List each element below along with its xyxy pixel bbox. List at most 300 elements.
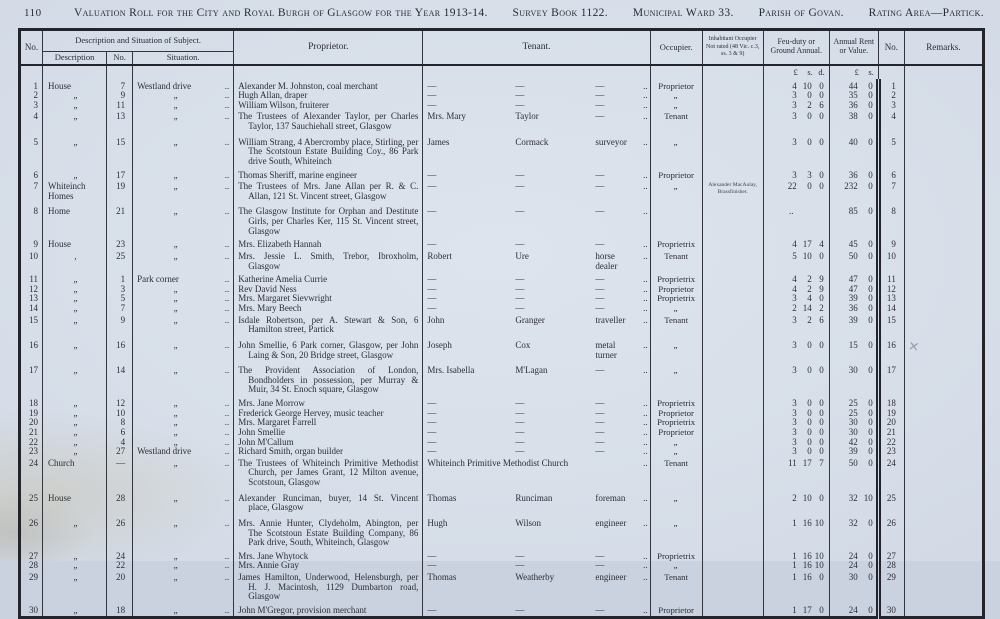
- description-cell: „: [43, 339, 107, 364]
- feu-shillings: 10: [802, 80, 812, 91]
- occupier-cell: „: [650, 339, 702, 364]
- table-row: [20, 110, 984, 135]
- row-number: 22: [20, 438, 43, 448]
- rent-pounds: 39: [848, 447, 858, 457]
- feu-duty-cell: [763, 101, 829, 111]
- situation-cell: [133, 399, 234, 409]
- remarks-cell: [904, 101, 983, 111]
- feu-shillings: 0: [807, 339, 812, 350]
- tenant-name: Whiteinch Primitive Methodist Church: [427, 457, 569, 468]
- annual-rent-cell: [829, 606, 878, 617]
- inhabitant-occupier-cell: [702, 314, 763, 339]
- tenant-forename: —: [427, 551, 437, 561]
- leader-dots: ..: [643, 284, 648, 294]
- table-row: [20, 399, 984, 409]
- tenant-occupation: —: [595, 284, 605, 294]
- leader-dots: ..: [643, 304, 648, 314]
- street-number-cell: 18: [107, 606, 133, 617]
- rent-shillings: 0: [868, 250, 873, 261]
- feu-duty-cell: [763, 136, 829, 171]
- leader-dots: ..: [224, 206, 230, 217]
- feu-duty-cell: [763, 517, 829, 552]
- feu-pounds: 3: [792, 399, 797, 409]
- situation-cell: [133, 438, 234, 448]
- rent-pounds: 44: [848, 80, 858, 91]
- situation-cell: [133, 457, 234, 492]
- situation-value: „: [173, 250, 179, 261]
- annual-rent-cell: [829, 180, 878, 205]
- row-number-right: 23: [878, 447, 904, 457]
- tenant-forename: —: [427, 418, 437, 428]
- tenant-cell: [423, 285, 650, 295]
- row-number: 8: [20, 205, 43, 240]
- feu-duty-cell: [763, 418, 829, 428]
- remarks-cell: [904, 447, 983, 457]
- leader-dots: ..: [643, 447, 648, 457]
- remarks-cell: [904, 571, 983, 606]
- feu-pounds: 1: [792, 605, 797, 615]
- rent-shillings: 0: [868, 170, 873, 180]
- rent-shillings: 0: [868, 408, 873, 418]
- tenant-forename: —: [427, 427, 437, 437]
- feu-shillings: 10: [802, 492, 812, 503]
- header-no-left: No.: [20, 30, 43, 65]
- leader-dots: ..: [643, 136, 648, 147]
- proprietor-cell: Mrs. Mary Beech: [234, 304, 423, 314]
- table-header: [20, 30, 984, 79]
- street-number-cell: 6: [107, 428, 133, 438]
- proprietor-cell: Mrs. Jessie L. Smith, Trebor, Ibroxholm, Glasgow: [234, 250, 423, 275]
- situation-value: „: [173, 181, 179, 192]
- situation-cell: [133, 180, 234, 205]
- remarks-cell: [904, 79, 983, 92]
- feu-duty-cell: [763, 314, 829, 339]
- leader-dots: ..: [643, 437, 648, 447]
- tenant-forename: —: [427, 399, 437, 409]
- rent-pounds: 24: [848, 551, 858, 561]
- street-number-cell: 5: [107, 294, 133, 304]
- proprietor-cell: John Smellie, 6 Park corner, Glasgow, per John Laing & Son, 20 Bridge street, Glasgow: [234, 339, 423, 364]
- remarks-cell: [904, 205, 983, 240]
- feu-duty-cell: [763, 294, 829, 304]
- feu-pounds: 4: [792, 80, 797, 91]
- leader-dots: ..: [224, 111, 230, 122]
- feu-pounds: 22: [787, 181, 797, 192]
- feu-duty-cell: [763, 250, 829, 275]
- table-row: [20, 457, 984, 492]
- situation-cell: [133, 561, 234, 571]
- leader-dots: ..: [224, 80, 230, 91]
- feu-shillings: 0: [807, 91, 812, 101]
- money-head-rent: £ s.: [829, 65, 878, 79]
- tenant-cell: [423, 101, 650, 111]
- rent-pounds: 40: [848, 136, 858, 147]
- header-annual-rent: Annual Rent or Value.: [829, 30, 878, 65]
- tenant-surname: Runciman: [515, 492, 553, 503]
- tenant-forename: —: [427, 304, 437, 314]
- description-cell: „: [43, 409, 107, 419]
- tenant-forename: Joseph: [427, 339, 452, 350]
- header-no-right: No.: [878, 30, 904, 65]
- remarks-cell: [904, 171, 983, 181]
- row-number-right: 25: [878, 492, 904, 517]
- situation-value: „: [173, 100, 179, 110]
- row-number-right: 13: [878, 294, 904, 304]
- row-number: 3: [20, 101, 43, 111]
- tenant-cell: [423, 275, 650, 285]
- row-number: 7: [20, 180, 43, 205]
- feu-duty-cell: [763, 571, 829, 606]
- leader-dots: ..: [224, 492, 230, 503]
- street-number-cell: 21: [107, 205, 133, 240]
- feu-pence: 0: [819, 181, 824, 192]
- table-row: [20, 418, 984, 428]
- remarks-cell: [904, 250, 983, 275]
- annual-rent-cell: [829, 447, 878, 457]
- tenant-occupation: —: [595, 447, 605, 457]
- annual-rent-cell: [829, 205, 878, 240]
- feu-pence: 0: [819, 437, 824, 447]
- feu-pounds: 3: [792, 100, 797, 110]
- situation-cell: [133, 428, 234, 438]
- occupier-cell: „: [650, 561, 702, 571]
- feu-duty-cell: [763, 339, 829, 364]
- inhabitant-occupier-cell: [702, 171, 763, 181]
- row-number: 26: [20, 517, 43, 552]
- street-number-cell: 27: [107, 447, 133, 457]
- feu-shillings: 0: [807, 427, 812, 437]
- tenant-cell: [423, 339, 650, 364]
- feu-shillings: 14: [802, 304, 812, 314]
- table-row: [20, 314, 984, 339]
- feu-duty-cell: [763, 492, 829, 517]
- table-row: [20, 240, 984, 250]
- remarks-cell: [904, 409, 983, 419]
- row-number-right: 20: [878, 418, 904, 428]
- occupier-cell: „: [650, 492, 702, 517]
- rent-pounds: 50: [848, 250, 858, 261]
- table-row: [20, 171, 984, 181]
- proprietor-cell: Thomas Sheriff, marine engineer: [234, 171, 423, 181]
- header-feu-duty: Feu-duty or Ground Annual.: [763, 30, 829, 65]
- street-number-cell: 12: [107, 399, 133, 409]
- rent-pounds: 25: [848, 399, 858, 409]
- occupier-cell: Proprietrix: [650, 275, 702, 285]
- leader-dots: ..: [643, 100, 648, 110]
- table-row: [20, 136, 984, 171]
- header-tenant: Tenant.: [423, 30, 650, 65]
- feu-pounds: 4: [792, 240, 797, 250]
- feu-duty-cell: [763, 552, 829, 562]
- annual-rent-cell: [829, 571, 878, 606]
- description-cell: „: [43, 447, 107, 457]
- situation-value: „: [173, 457, 179, 468]
- tenant-occupation: foreman: [595, 492, 626, 503]
- proprietor-cell: Mrs. Annie Hunter, Clydeholm, Abington, per The Scotstoun Estate Building Company, 86 Park drive, South, Whiteinch, Glasgow: [234, 517, 423, 552]
- leader-dots: ..: [643, 181, 648, 192]
- tenant-cell: [423, 428, 650, 438]
- situation-value: „: [173, 91, 179, 101]
- table-row: [20, 180, 984, 205]
- annual-rent-cell: [829, 101, 878, 111]
- rent-pounds: 47: [848, 275, 858, 285]
- occupier-cell: „: [650, 180, 702, 205]
- tenant-cell: [423, 447, 650, 457]
- tenant-occupation: —: [595, 427, 605, 437]
- inhabitant-occupier-cell: [702, 399, 763, 409]
- tenant-surname: —: [515, 294, 525, 304]
- proprietor-cell: William Strang, 4 Abercromby place, Stirling, per The Scotstoun Estate Building Coy., 86 Park drive South, Whiteinch: [234, 136, 423, 171]
- occupier-cell: Proprietrix: [650, 240, 702, 250]
- remarks-cell: [904, 285, 983, 295]
- table-row: [20, 304, 984, 314]
- row-number-right: 1: [878, 79, 904, 92]
- feu-shillings: 0: [807, 365, 812, 376]
- tenant-cell: [423, 517, 650, 552]
- inhabitant-occupier-cell: [702, 447, 763, 457]
- leader-dots: ..: [643, 339, 648, 350]
- description-cell: Whiteinch Homes: [43, 180, 107, 205]
- feu-duty-cell: [763, 79, 829, 92]
- leader-dots: ..: [643, 294, 648, 304]
- tenant-surname: —: [515, 418, 525, 428]
- row-number: 18: [20, 399, 43, 409]
- table-row: [20, 552, 984, 562]
- tenant-forename: —: [427, 91, 437, 101]
- annual-rent-cell: [829, 438, 878, 448]
- tenant-cell: [423, 91, 650, 101]
- roll-table-body: [20, 79, 984, 618]
- feu-shillings: 17: [802, 240, 812, 250]
- leader-dots: ..: [643, 275, 648, 285]
- inhabitant-occupier-cell: [702, 339, 763, 364]
- annual-rent-cell: [829, 552, 878, 562]
- leader-dots: ..: [224, 427, 230, 437]
- feu-shillings: 16: [802, 561, 812, 571]
- remarks-cell: [904, 275, 983, 285]
- row-number-right: 10: [878, 250, 904, 275]
- feu-duty-cell: [763, 409, 829, 419]
- header-occupier: Occupier.: [650, 30, 702, 65]
- leader-dots: ..: [224, 447, 230, 457]
- tenant-forename: —: [427, 284, 437, 294]
- remarks-cell: [904, 552, 983, 562]
- street-number-cell: —: [107, 457, 133, 492]
- row-number: 4: [20, 110, 43, 135]
- occupier-cell: Proprietrix: [650, 552, 702, 562]
- proprietor-cell: Katherine Amelia Currie: [234, 275, 423, 285]
- situation-cell: [133, 409, 234, 419]
- tenant-surname: —: [515, 284, 525, 294]
- street-number-cell: 1: [107, 275, 133, 285]
- occupier-cell: „: [650, 517, 702, 552]
- feu-pounds: 2: [792, 304, 797, 314]
- description-cell: „: [43, 304, 107, 314]
- leader-dots: ..: [224, 517, 230, 528]
- tenant-surname: —: [515, 605, 525, 615]
- rent-pounds: 47: [848, 284, 858, 294]
- row-number-right: 27: [878, 552, 904, 562]
- tenant-forename: Thomas: [427, 492, 457, 503]
- proprietor-cell: The Provident Association of London, Bondholders in possession, per Murray & Muir, 34 St. Enoch square, Glasgow: [234, 364, 423, 399]
- rent-shillings: 0: [868, 294, 873, 304]
- row-number-right: 26: [878, 517, 904, 552]
- rent-shillings: 0: [868, 605, 873, 615]
- situation-value: Westland drive: [137, 447, 192, 457]
- tenant-occupation: horse dealer: [595, 250, 618, 271]
- proprietor-cell: Mrs. Margaret Sievwright: [234, 294, 423, 304]
- tenant-surname: —: [515, 399, 525, 409]
- inhabitant-occupier-cell: [702, 409, 763, 419]
- rent-shillings: 0: [868, 314, 873, 325]
- annual-rent-cell: [829, 339, 878, 364]
- feu-duty-cell: [763, 399, 829, 409]
- feu-duty-cell: [763, 110, 829, 135]
- description-cell: „: [43, 294, 107, 304]
- feu-pounds: 3: [792, 408, 797, 418]
- inhabitant-occupier-cell: [702, 571, 763, 606]
- tenant-surname: —: [515, 80, 525, 91]
- row-number-right: 6: [878, 171, 904, 181]
- tenant-cell: [423, 364, 650, 399]
- leader-dots: ..: [643, 80, 648, 91]
- occupier-cell: „: [650, 304, 702, 314]
- row-number: 1: [20, 79, 43, 92]
- street-number-cell: 17: [107, 171, 133, 181]
- inhabitant-occupier-cell: [702, 240, 763, 250]
- table-row: [20, 364, 984, 399]
- leader-dots: ..: [224, 365, 230, 376]
- table-row: [20, 294, 984, 304]
- leader-dots: ..: [224, 339, 230, 350]
- occupier-cell: Tenant: [650, 571, 702, 606]
- tenant-occupation: —: [595, 91, 605, 101]
- proprietor-cell: Richard Smith, organ builder: [234, 447, 423, 457]
- leader-dots: ..: [643, 418, 648, 428]
- street-number-cell: 13: [107, 110, 133, 135]
- proprietor-cell: Alexander M. Johnston, coal merchant: [234, 79, 423, 92]
- feu-pounds: 3: [792, 91, 797, 101]
- row-number-right: 3: [878, 101, 904, 111]
- rent-shillings: 0: [868, 517, 873, 528]
- description-cell: „: [43, 438, 107, 448]
- feu-pence: 0: [819, 418, 824, 428]
- leader-dots: ..: [224, 294, 230, 304]
- rent-pounds: 30: [848, 572, 858, 583]
- leader-dots: ..: [643, 517, 648, 528]
- tenant-occupation: —: [595, 181, 605, 192]
- rent-pounds: 39: [848, 314, 858, 325]
- rent-shillings: 0: [868, 80, 873, 91]
- description-cell: House: [43, 240, 107, 250]
- leader-dots: ..: [643, 111, 648, 122]
- annual-rent-cell: [829, 409, 878, 419]
- row-number: 19: [20, 409, 43, 419]
- proprietor-cell: Mrs. Annie Gray: [234, 561, 423, 571]
- situation-cell: [133, 552, 234, 562]
- feu-pence: 0: [819, 250, 824, 261]
- remarks-cell: [904, 492, 983, 517]
- proprietor-cell: Mrs. Jane Morrow: [234, 399, 423, 409]
- proprietor-cell: The Trustees of Mrs. Jane Allan per R. & C. Allan, 121 St. Vincent street, Glasgow: [234, 180, 423, 205]
- situation-value: „: [173, 365, 179, 376]
- annual-rent-cell: [829, 275, 878, 285]
- row-number-right: 22: [878, 438, 904, 448]
- tenant-occupation: traveller: [595, 314, 626, 325]
- situation-cell: [133, 571, 234, 606]
- rent-shillings: 0: [868, 275, 873, 285]
- rent-shillings: 0: [868, 339, 873, 350]
- rent-pounds: 24: [848, 605, 858, 615]
- feu-shillings: 0: [807, 136, 812, 147]
- table-row: [20, 409, 984, 419]
- description-cell: House: [43, 79, 107, 92]
- rent-shillings: 0: [868, 365, 873, 376]
- proprietor-cell: The Trustees of Whiteinch Primitive Methodist Church, per James Grant, 12 Milton avenue, Scotstoun, Glasgow: [234, 457, 423, 492]
- rent-shillings: 0: [868, 551, 873, 561]
- tenant-forename: Robert: [427, 250, 452, 261]
- feu-shillings: 17: [802, 457, 812, 468]
- rent-pounds: 25: [848, 408, 858, 418]
- rent-pounds: 35: [848, 91, 858, 101]
- proprietor-cell: Mrs. Elizabeth Hannah: [234, 240, 423, 250]
- proprietor-cell: James Hamilton, Underwood, Helensburgh, per H. J. Macintosh, 1129 Dumbarton road, Glasgow: [234, 571, 423, 606]
- feu-duty-cell: [763, 561, 829, 571]
- rent-pounds: 38: [848, 111, 858, 122]
- street-number-cell: 22: [107, 561, 133, 571]
- leader-dots: ..: [643, 605, 648, 615]
- inhabitant-occupier-cell: [702, 110, 763, 135]
- situation-cell: [133, 294, 234, 304]
- leader-dots: ..: [224, 314, 230, 325]
- annual-rent-cell: [829, 304, 878, 314]
- tenant-forename: —: [427, 408, 437, 418]
- tenant-forename: —: [427, 80, 437, 91]
- street-number-cell: 4: [107, 438, 133, 448]
- rent-shillings: 0: [868, 561, 873, 571]
- row-number-right: 28: [878, 561, 904, 571]
- feu-pence: 10: [814, 551, 824, 561]
- tenant-occupation: —: [595, 206, 605, 217]
- occupier-cell: Tenant: [650, 110, 702, 135]
- feu-pounds: 1: [792, 561, 797, 571]
- feu-pence: 0: [819, 294, 824, 304]
- remarks-cell: [904, 339, 983, 364]
- feu-shillings: 0: [807, 437, 812, 447]
- row-number-right: 4: [878, 110, 904, 135]
- table-row: [20, 561, 984, 571]
- situation-cell: [133, 304, 234, 314]
- leader-dots: ..: [643, 551, 648, 561]
- rent-pounds: 30: [848, 418, 858, 428]
- feu-pounds: 4: [792, 284, 797, 294]
- rent-shillings: 0: [868, 399, 873, 409]
- row-number-right: 24: [878, 457, 904, 492]
- feu-duty-cell: [763, 180, 829, 205]
- feu-pence: 0: [819, 447, 824, 457]
- description-cell: House: [43, 492, 107, 517]
- proprietor-cell: The Trustees of Alexander Taylor, per Charles Taylor, 137 Sauchiehall street, Glasgow: [234, 110, 423, 135]
- leader-dots: ..: [643, 240, 648, 250]
- tenant-cell: [423, 205, 650, 240]
- situation-value: „: [173, 111, 179, 122]
- street-number-cell: 19: [107, 180, 133, 205]
- tenant-forename: Thomas: [427, 572, 457, 583]
- rent-pounds: 232: [844, 181, 858, 192]
- tenant-surname: Weatherby: [515, 572, 555, 583]
- leader-dots: ..: [224, 457, 230, 468]
- tenant-occupation: —: [595, 437, 605, 447]
